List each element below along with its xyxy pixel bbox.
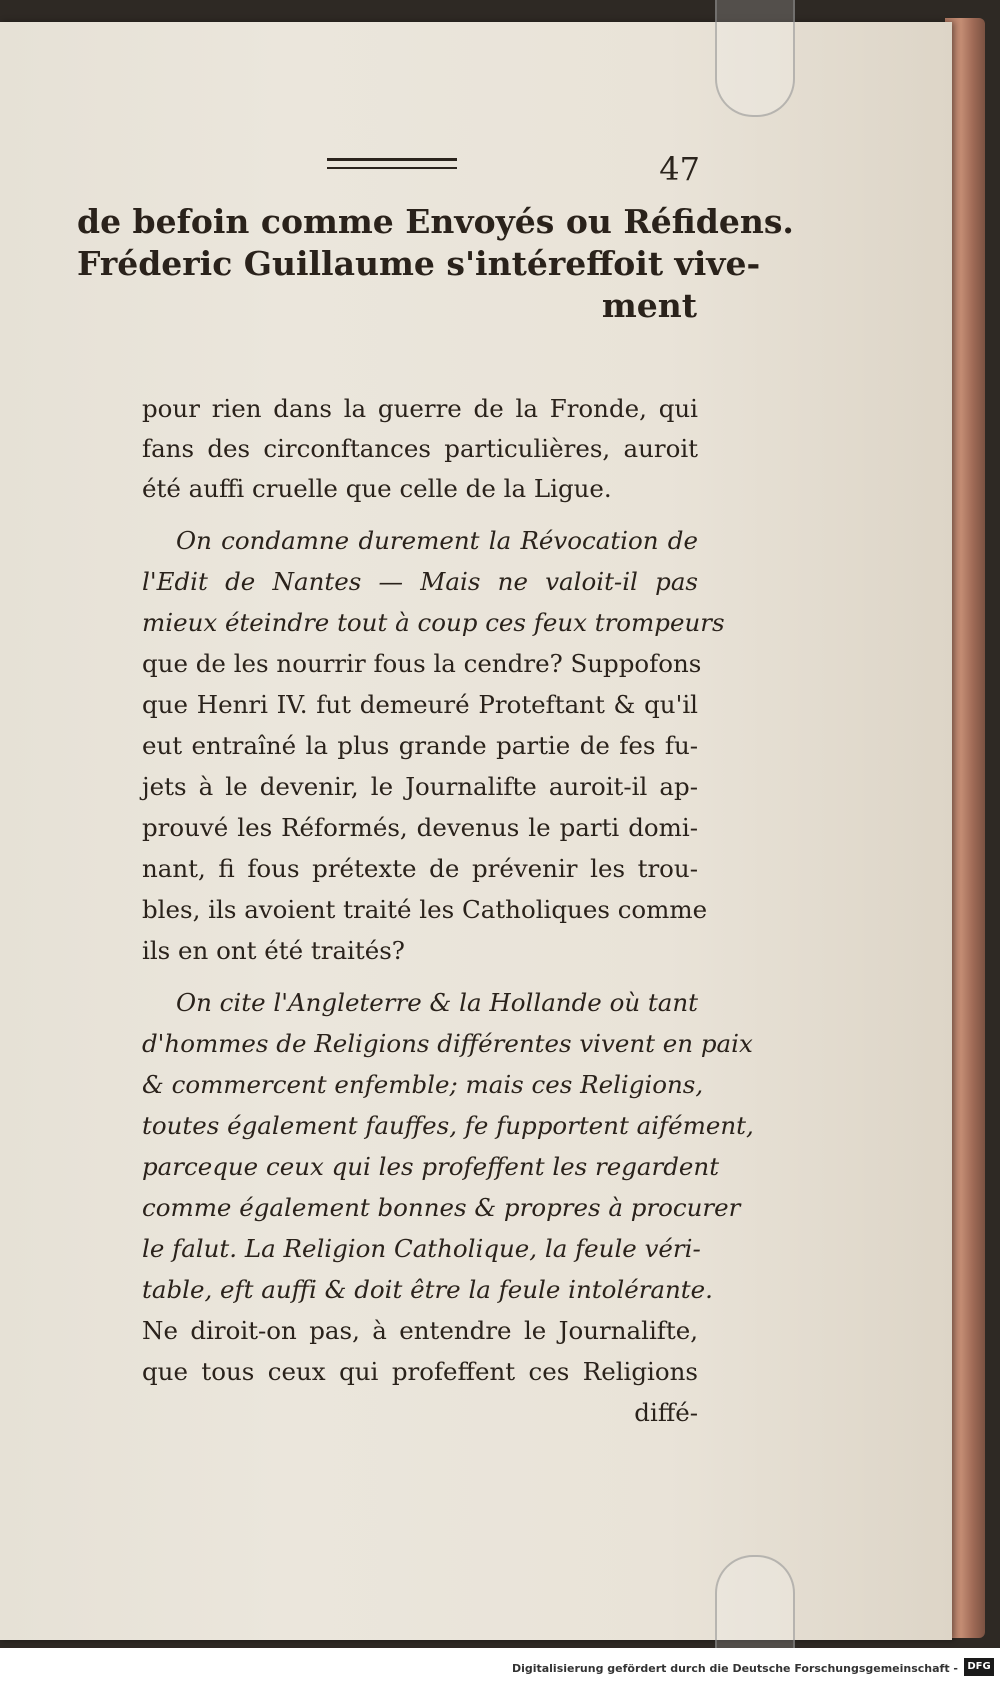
body-line: nant, fi fous prétexte de prévenir les trou-	[142, 854, 698, 883]
dfg-logo: DFG	[964, 1658, 994, 1676]
body-line: jets à le devenir, le Journalifte auroit-il ap-	[142, 772, 698, 801]
footer-bar	[0, 1648, 1000, 1689]
body-line: que de les nourrir fous la cendre? Suppofons	[142, 649, 702, 678]
body-line: mieux éteindre tout à coup ces feux trompeurs	[142, 608, 725, 637]
body-line: table, eft auffi & doit être la feule intolérante.	[142, 1275, 713, 1304]
body-line: ils en ont été traités?	[142, 936, 405, 965]
body-line: & commercent enfemble; mais ces Religions,	[142, 1070, 704, 1099]
page-clip-top	[715, 0, 795, 117]
header-line: ment	[601, 286, 697, 325]
body-line: prouvé les Réformés, devenus le parti domi-	[142, 813, 698, 842]
body-line: que tous ceux qui profeffent ces Religions	[142, 1357, 698, 1386]
body-line: On cite l'Angleterre & la Hollande où tant	[176, 988, 698, 1017]
body-line: pour rien dans la guerre de la Fronde, qui	[142, 394, 698, 423]
header-line: Fréderic Guillaume s'intéreffoit vive-	[77, 244, 761, 283]
body-line: parceque ceux qui les profeffent les regardent	[142, 1152, 720, 1181]
body-line: d'hommes de Religions différentes vivent en paix	[142, 1029, 753, 1058]
body-line: bles, ils avoient traité les Catholiques comme	[142, 895, 708, 924]
body-line: que Henri IV. fut demeuré Proteftant & qu'il	[142, 690, 698, 719]
body-line: comme également bonnes & propres à procurer	[142, 1193, 741, 1222]
body-line: l'Edit de Nantes — Mais ne valoit-il pas	[142, 567, 698, 596]
body-line: eut entraîné la plus grande partie de fes fu-	[142, 731, 698, 760]
body-line: toutes également fauffes, fe fupportent aifément,	[142, 1111, 754, 1140]
body-line: le falut. La Religion Catholique, la feule véri-	[142, 1234, 701, 1263]
body-line: fans des circonftances particulières, auroit	[142, 434, 698, 463]
page-number: 47	[659, 150, 700, 188]
footer-credit: Digitalisierung gefördert durch die Deutsche Forschungsgemeinschaft -	[511, 1662, 958, 1675]
header-line: de befoin comme Envoyés ou Réfidens.	[77, 202, 794, 241]
header-rule	[327, 158, 457, 169]
body-line: On condamne durement la Révocation de	[176, 526, 698, 555]
body-line: diffé-	[634, 1398, 698, 1427]
body-line: Ne diroit-on pas, à entendre le Journalifte,	[142, 1316, 698, 1345]
body-line: été auffi cruelle que celle de la Ligue.	[142, 474, 612, 503]
